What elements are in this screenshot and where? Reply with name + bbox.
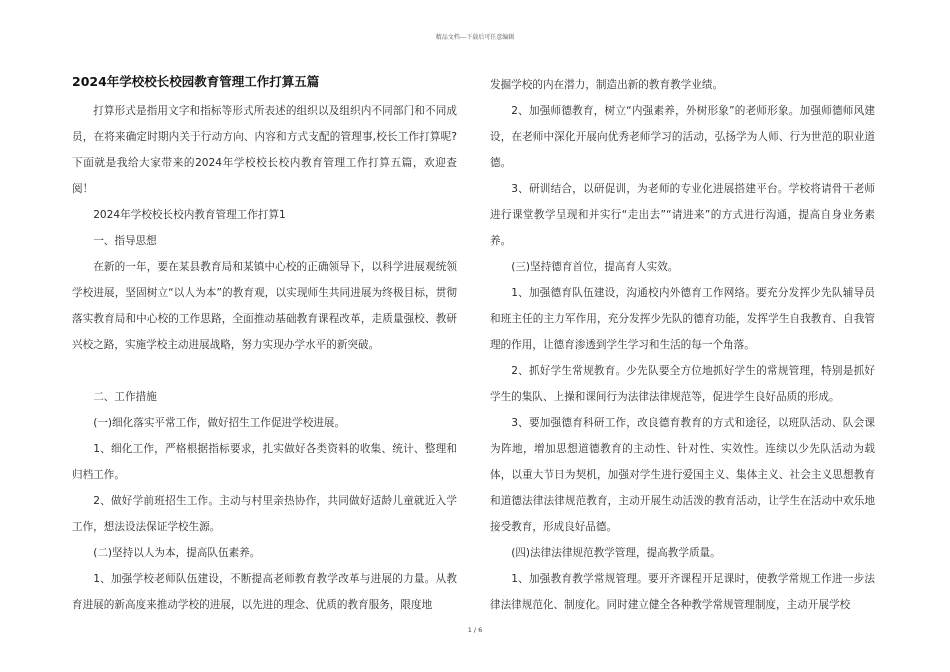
- paragraph: (三)坚持德育首位，提高育人实效。: [511, 261, 679, 273]
- paragraph: 在新的一年，要在某县教育局和某镇中心校的正确领导下，以科学进展观统领学校进展，坚固树立“以人为本”的教育观，以实现师生共同进展为终极目标，贯彻落实教育局和中心校的工作思路，全面推动基础教育课程改革，走质量强校、教研兴校之路，实施学校主动进展战略，努力实现办学水平的新突破。: [72, 261, 457, 351]
- paragraph: 打算形式是指用文字和指标等形式所表述的组织以及组织内不同部门和不同成员，在将来确定时期内关于行动方向、内容和方式支配的管理事,校长工作打算呢?下面就是我给大家带来的2024年学校校长校内教育管理工作打算五篇，欢迎查阅！: [72, 105, 457, 195]
- paragraph: 发掘学校的内在潜力，制造出新的教育教学业绩。: [490, 79, 724, 91]
- paragraph: 3、研训结合，以研促训，为老师的专业化进展搭建平台。学校将请骨干老师进行课堂教学呈现和并实行“走出去”“请进来”的方式进行沟通，提高自身业务素养。: [490, 183, 875, 247]
- section-heading: 二、工作措施: [93, 391, 157, 403]
- paragraph: (四)法律法律规范教学管理，提高教学质量。: [511, 547, 721, 559]
- paragraph: 3、要加强德育科研工作，改良德育教育的方式和途径，以班队活动、队会课为阵地，增加思想道德教育的主动性、针对性、实效性。连续以少先队活动为载体，以重大节日为契机，加强对学生进行爱国主义、集体主义、社会主义思想教育和道德法律法律规范教育，主动开展生动活泼的教育活动，让学生在活动中欢乐地接受教育，形成良好品德。: [490, 417, 875, 533]
- document-title: 2024年学校校长校园教育管理工作打算五篇: [72, 74, 320, 89]
- paragraph: 1、加强学校老师队伍建设，不断提高老师教育教学改革与进展的力量。从教育进展的新高度来推动学校的进展，以先进的理念、优质的教育服务，限度地: [72, 573, 457, 611]
- page-header: 精品文档---下载后可任意编辑: [435, 34, 515, 41]
- paragraph: 2024年学校校长校内教育管理工作打算1: [93, 209, 286, 221]
- paragraph: 2、抓好学生常规教育。少先队要全方位地抓好学生的常规管理，特别是抓好学生的集队、上操和课间行为法律法律规范等，促进学生良好品质的形成。: [490, 365, 875, 403]
- paragraph: 1、细化工作，严格根据指标要求，扎实做好各类资料的收集、统计、整理和归档工作。: [72, 443, 457, 481]
- paragraph: (二)坚持以人为本，提高队伍素养。: [93, 547, 261, 559]
- paragraph: 1、加强德育队伍建设，沟通校内外德育工作网络。要充分发挥少先队辅导员和班主任的主力军作用，充分发挥少先队的德育功能，发挥学生自我教育、自我管理的作用，让德育渗透到学生学习和生活的每一个角落。: [490, 287, 875, 351]
- paragraph: 2、做好学前班招生工作。主动与村里亲热协作，共同做好适龄儿童就近入学工作，想法设法保证学校生源。: [72, 495, 457, 533]
- right-column: [490, 72, 875, 618]
- section-heading: 一、指导思想: [93, 235, 157, 247]
- paragraph: 2、加强师德教育，树立“内强素养，外树形象”的老师形象。加强师德师风建设，在老师中深化开展向优秀老师学习的活动，弘扬学为人师、行为世范的职业道德。: [490, 105, 875, 169]
- page-number: 1 / 6: [467, 626, 483, 634]
- left-column: [72, 72, 457, 618]
- paragraph: (一)细化落实平常工作，做好招生工作促进学校进展。: [93, 417, 346, 429]
- paragraph: 1、加强教育教学常规管理。要开齐课程开足课时，使教学常规工作进一步法律法律规范化、制度化。同时建立健全各种教学常规管理制度，主动开展学校: [490, 573, 875, 611]
